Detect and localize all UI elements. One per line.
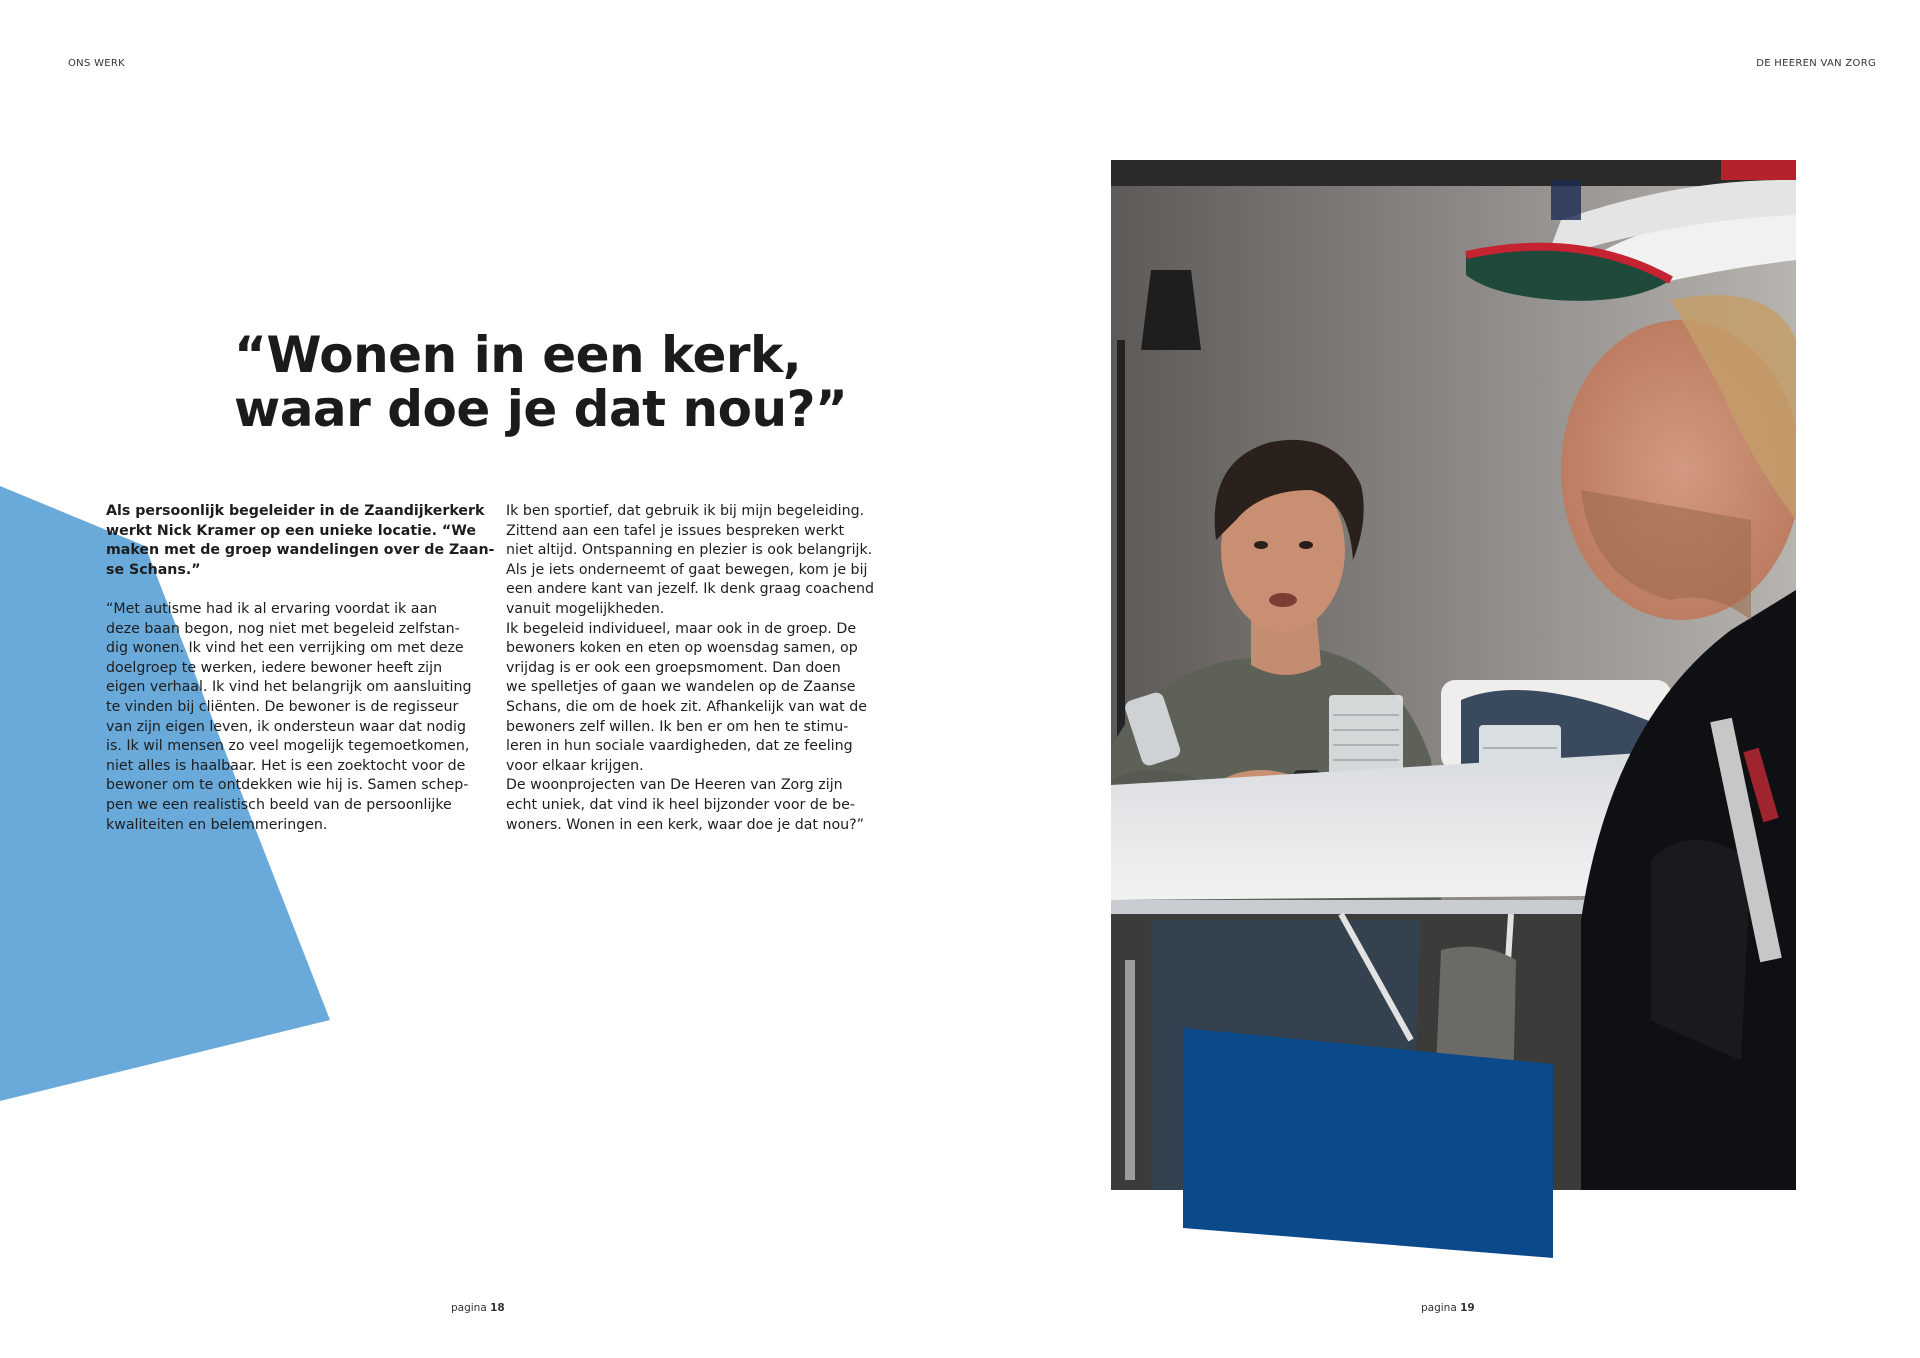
intro-line: maken met de groep wandelingen over de Zaan- xyxy=(106,542,495,559)
body-line: bewoners zelf willen. Ik ben er om hen te stimu- xyxy=(506,718,849,735)
body-line: te vinden bij cliënten. De bewoner is de regisseur xyxy=(106,698,459,715)
intro-line: se Schans.” xyxy=(106,561,201,578)
body-line: De woonprojecten van De Heeren van Zorg zijn xyxy=(506,777,843,794)
page-number-value: 19 xyxy=(1460,1302,1475,1314)
body-line: deze baan begon, nog niet met begeleid zelfstan- xyxy=(106,620,460,637)
body-line: kwaliteiten en belemmeringen. xyxy=(106,816,328,833)
article-headline xyxy=(234,328,874,436)
body-line: Als je iets onderneemt of gaat bewegen, kom je bij xyxy=(506,561,868,578)
body-line: pen we een realistisch beeld van de persoonlijke xyxy=(106,796,452,813)
running-head-left: ONS WERK xyxy=(68,58,125,69)
body-line: “Met autisme had ik al ervaring voordat ik aan xyxy=(106,600,438,617)
body-line: niet altijd. Ontspanning en plezier is ook belangrijk. xyxy=(506,542,873,559)
body-paragraph-right xyxy=(506,502,890,835)
running-head-right: DE HEEREN VAN ZORG xyxy=(1756,58,1876,69)
page-number-value: 18 xyxy=(490,1302,505,1314)
body-line: is. Ik wil mensen zo veel mogelijk tegemoetkomen, xyxy=(106,738,470,755)
decorative-blue-box xyxy=(1183,1028,1553,1258)
body-line: dig wonen. Ik vind het een verrijking om met deze xyxy=(106,640,464,657)
body-line: echt uniek, dat vind ik heel bijzonder voor de be- xyxy=(506,796,855,813)
body-line: een andere kant van jezelf. Ik denk graag coachend xyxy=(506,581,875,598)
body-line: voor elkaar krijgen. xyxy=(506,757,644,774)
body-line: Zittend aan een tafel je issues bespreken werkt xyxy=(506,522,845,539)
text-column-right xyxy=(506,502,890,835)
headline-line-1: “Wonen in een kerk, xyxy=(234,326,802,384)
body-line: Schans, die om de hoek zit. Afhankelijk van wat de xyxy=(506,698,867,715)
intro-line: Als persoonlijk begeleider in de Zaandijkerkerk xyxy=(106,503,485,519)
intro-line: werkt Nick Kramer op een unieke locatie. “We xyxy=(106,522,477,539)
body-line: we spelletjes of gaan we wandelen op de Zaanse xyxy=(506,679,856,696)
body-line: bewoner om te ontdekken wie hij is. Samen schep- xyxy=(106,777,469,794)
body-line: vrijdag is er ook een groepsmoment. Dan doen xyxy=(506,659,841,676)
body-line: Ik begeleid individueel, maar ook in de groep. De xyxy=(506,620,857,637)
body-line: leren in hun sociale vaardigheden, dat ze feeling xyxy=(506,738,853,755)
page-number-prefix: pagina xyxy=(451,1302,487,1314)
body-line: bewoners koken en eten op woensdag samen, op xyxy=(506,640,858,657)
body-line: van zijn eigen leven, ik ondersteun waar dat nodig xyxy=(106,718,466,735)
page-number-left xyxy=(451,1302,505,1314)
intro-paragraph xyxy=(106,502,495,580)
page-number-prefix: pagina xyxy=(1421,1302,1457,1314)
headline-line-2: waar doe je dat nou?” xyxy=(234,380,848,438)
body-line: doelgroep te werken, iedere bewoner heeft zijn xyxy=(106,659,443,676)
body-line: vanuit mogelijkheden. xyxy=(506,600,665,617)
page-number-right xyxy=(1421,1302,1475,1314)
body-line: Ik ben sportief, dat gebruik ik bij mijn begeleiding. xyxy=(506,503,865,519)
body-paragraph-left xyxy=(106,600,484,835)
text-column-left xyxy=(106,502,495,835)
body-line: eigen verhaal. Ik vind het belangrijk om aansluiting xyxy=(106,679,472,696)
body-line: niet alles is haalbaar. Het is een zoektocht voor de xyxy=(106,757,466,774)
body-line: woners. Wonen in een kerk, waar doe je dat nou?” xyxy=(506,816,865,833)
